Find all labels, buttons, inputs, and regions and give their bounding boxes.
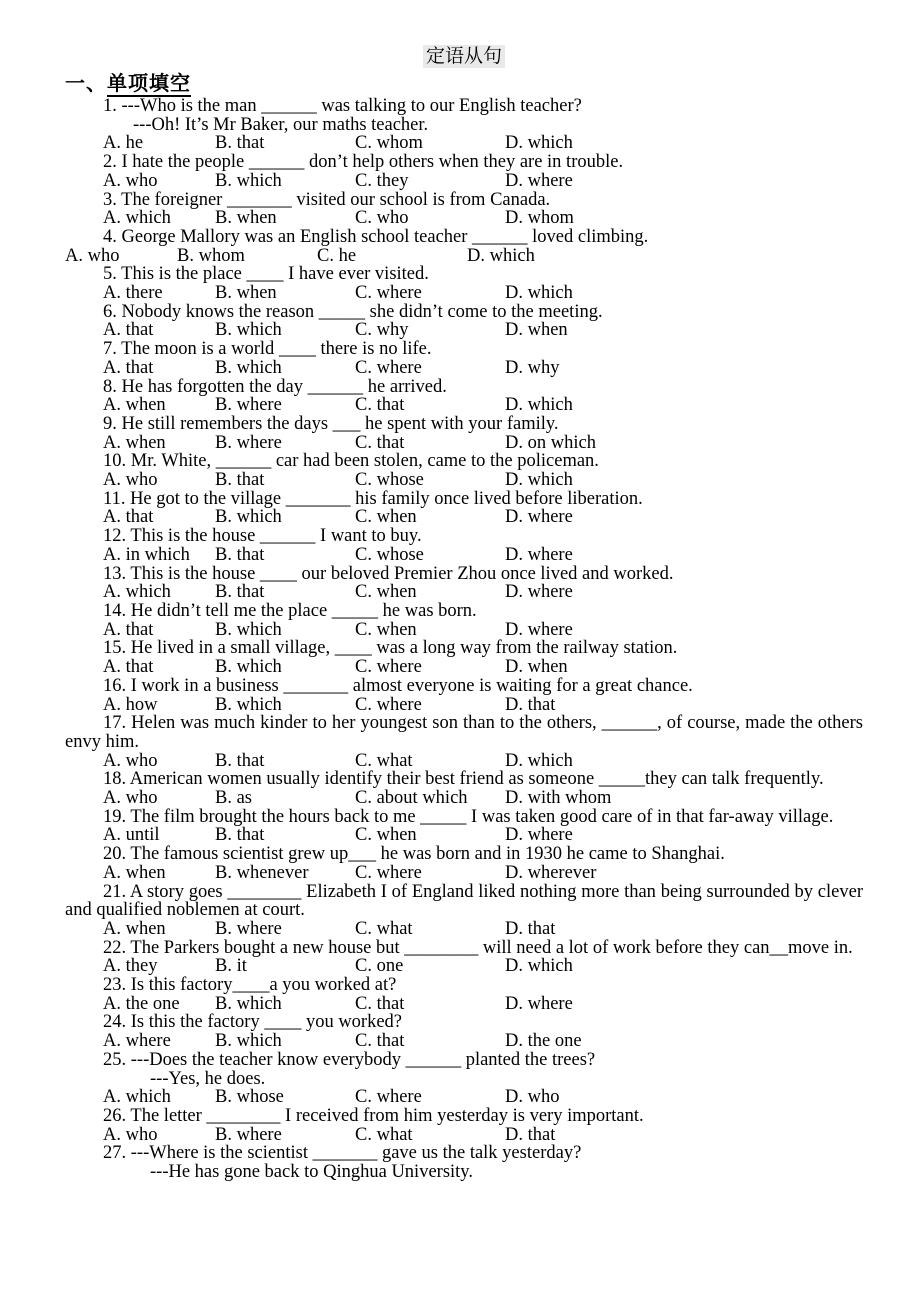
option-d: D. which xyxy=(505,133,573,154)
option-c: C. that xyxy=(355,993,405,1014)
option-d: D. when xyxy=(505,657,568,678)
option-b: B. which xyxy=(215,1031,282,1052)
option-b: B. that xyxy=(215,750,265,771)
options-row xyxy=(65,789,863,808)
questions xyxy=(65,97,863,1182)
option-c: C. whom xyxy=(355,133,423,154)
document-title xyxy=(65,44,863,70)
option-c: C. whose xyxy=(355,544,424,565)
question-stem: 14. He didn’t tell me the place _____ he was born. xyxy=(103,600,477,621)
option-b: B. which xyxy=(215,357,282,378)
options-row xyxy=(65,546,863,565)
option-d: D. which xyxy=(505,395,573,416)
option-c: C. why xyxy=(355,320,409,341)
option-d: D. where xyxy=(505,170,573,191)
option-d: D. which xyxy=(505,283,573,304)
option-a: A. there xyxy=(103,283,163,304)
option-d: D. where xyxy=(505,582,573,603)
option-a: A. who xyxy=(103,470,158,491)
options-row xyxy=(65,471,863,490)
question-dialog-line: ---Oh! It’s Mr Baker, our maths teacher. xyxy=(133,114,429,135)
option-b: B. that xyxy=(215,582,265,603)
option-b: B. that xyxy=(215,544,265,565)
option-a: A. that xyxy=(103,619,154,640)
options-row xyxy=(65,583,863,602)
option-c: C. what xyxy=(355,750,413,771)
option-b: B. whenever xyxy=(215,862,309,883)
option-c: C. he xyxy=(317,245,357,266)
option-c: C. where xyxy=(355,283,422,304)
option-c: C. when xyxy=(355,582,417,603)
option-a: A. until xyxy=(103,825,160,846)
question-stem: 13. This is the house ____ our beloved Premier Zhou once lived and worked. xyxy=(103,563,674,584)
option-a: A. who xyxy=(103,170,158,191)
option-c: C. whose xyxy=(355,470,424,491)
option-b: B. it xyxy=(215,956,247,977)
option-c: C. that xyxy=(355,1031,405,1052)
options-row xyxy=(65,696,863,715)
question-stem: 17. Helen was much kinder to her youngest son than to the others, ______, of course, made the others envy him. xyxy=(65,713,863,752)
question-stem: 11. He got to the village _______ his family once lived before liberation. xyxy=(103,488,643,509)
option-d: D. which xyxy=(505,750,573,771)
option-c: C. where xyxy=(355,657,422,678)
option-c: C. that xyxy=(355,432,405,453)
option-a: A. that xyxy=(103,507,154,528)
options-row xyxy=(65,1032,863,1051)
option-d: D. that xyxy=(505,1124,556,1145)
option-a: A. that xyxy=(103,357,154,378)
option-c: C. who xyxy=(355,208,409,229)
option-b: B. that xyxy=(215,470,265,491)
option-b: B. which xyxy=(215,619,282,640)
question-stem: 12. This is the house ______ I want to buy. xyxy=(103,526,422,547)
option-d: D. when xyxy=(505,320,568,341)
options-row xyxy=(65,826,863,845)
option-a: A. when xyxy=(103,432,166,453)
option-d: D. where xyxy=(505,619,573,640)
question-stem: 10. Mr. White, ______ car had been stolen, came to the policeman. xyxy=(103,451,599,472)
option-c: C. where xyxy=(355,357,422,378)
option-a: A. he xyxy=(103,133,144,154)
options-row xyxy=(65,284,863,303)
document-title-text: 定语从句 xyxy=(423,45,505,68)
option-c: C. when xyxy=(355,507,417,528)
question-stem: 18. American women usually identify their best friend as someone _____they can talk frequently. xyxy=(103,769,824,790)
option-c: C. when xyxy=(355,825,417,846)
option-a: A. they xyxy=(103,956,158,977)
option-b: B. where xyxy=(215,918,282,939)
question-dialog-line: ---Yes, he does. xyxy=(150,1068,266,1089)
option-b: B. that xyxy=(215,133,265,154)
option-d: D. where xyxy=(505,993,573,1014)
options-row xyxy=(65,957,863,976)
question-stem: 19. The film brought the hours back to me _____ I was taken good care of in that far-away village. xyxy=(103,806,834,827)
option-a: A. who xyxy=(65,245,120,266)
question-stem: 22. The Parkers bought a new house but ________ will need a lot of work before they can__move in. xyxy=(103,937,853,958)
option-a: A. which xyxy=(103,1087,171,1108)
options-row xyxy=(65,508,863,527)
section-heading xyxy=(65,71,863,97)
option-c: C. where xyxy=(355,1087,422,1108)
options-row xyxy=(65,864,863,883)
option-c: C. that xyxy=(355,395,405,416)
options-row xyxy=(65,752,863,771)
option-a: A. when xyxy=(103,862,166,883)
option-a: A. which xyxy=(103,208,171,229)
question-stem: 4. George Mallory was an English school teacher ______ loved climbing. xyxy=(103,226,649,247)
option-d: D. which xyxy=(505,470,573,491)
option-b: B. whom xyxy=(177,245,245,266)
options-row xyxy=(65,920,863,939)
option-c: C. about which xyxy=(355,788,468,809)
option-c: C. they xyxy=(355,170,409,191)
option-a: A. who xyxy=(103,750,158,771)
option-a: A. where xyxy=(103,1031,171,1052)
option-c: C. what xyxy=(355,918,413,939)
option-a: A. which xyxy=(103,582,171,603)
option-a: A. that xyxy=(103,320,154,341)
option-d: D. with whom xyxy=(505,788,612,809)
options-row xyxy=(65,1088,863,1107)
option-d: D. where xyxy=(505,544,573,565)
question-stem: 1. ---Who is the man ______ was talking to our English teacher? xyxy=(103,96,582,116)
options-row xyxy=(65,1126,863,1145)
options-row xyxy=(65,621,863,640)
option-d: D. where xyxy=(505,825,573,846)
option-b: B. which xyxy=(215,694,282,715)
options-row xyxy=(65,172,863,191)
option-d: D. which xyxy=(467,245,535,266)
question-stem: 7. The moon is a world ____ there is no life. xyxy=(103,339,432,360)
option-b: B. which xyxy=(215,507,282,528)
question-stem: 20. The famous scientist grew up___ he was born and in 1930 he came to Shanghai. xyxy=(103,844,725,865)
question-stem: 9. He still remembers the days ___ he spent with your family. xyxy=(103,413,559,434)
question-stem: 16. I work in a business _______ almost everyone is waiting for a great chance. xyxy=(103,675,693,696)
option-d: D. that xyxy=(505,694,556,715)
question-stem: 21. A story goes ________ Elizabeth I of England liked nothing more than being surrounded by clever and qualified noblemen at court. xyxy=(65,881,863,921)
option-d: D. that xyxy=(505,918,556,939)
section-heading-label: 单项填空 xyxy=(107,73,191,95)
option-c: C. when xyxy=(355,619,417,640)
option-b: B. that xyxy=(215,825,265,846)
option-b: B. whose xyxy=(215,1087,284,1108)
options-row xyxy=(65,359,863,378)
question-dialog-line: ---He has gone back to Qinghua University. xyxy=(150,1162,473,1183)
option-b: B. which xyxy=(215,993,282,1014)
option-a: A. who xyxy=(103,788,158,809)
option-a: A. when xyxy=(103,918,166,939)
option-c: C. where xyxy=(355,862,422,883)
question-stem: 5. This is the place ____ I have ever visited. xyxy=(103,264,429,285)
option-b: B. which xyxy=(215,320,282,341)
options-row xyxy=(65,396,863,415)
option-d: D. whom xyxy=(505,208,574,229)
option-d: D. why xyxy=(505,357,560,378)
option-d: D. who xyxy=(505,1087,560,1108)
option-d: D. which xyxy=(505,956,573,977)
options-row xyxy=(65,434,863,453)
option-d: D. on which xyxy=(505,432,596,453)
question-stem: 3. The foreigner _______ visited our school is from Canada. xyxy=(103,189,551,210)
option-d: D. where xyxy=(505,507,573,528)
question-stem: 24. Is this the factory ____ you worked? xyxy=(103,1012,403,1033)
options-row xyxy=(65,658,863,677)
option-a: A. in which xyxy=(103,544,190,565)
option-b: B. when xyxy=(215,283,277,304)
option-b: B. as xyxy=(215,788,252,809)
option-a: A. that xyxy=(103,657,154,678)
option-a: A. when xyxy=(103,395,166,416)
question-stem: 15. He lived in a small village, ____ was a long way from the railway station. xyxy=(103,638,678,659)
option-a: A. the one xyxy=(103,993,180,1014)
option-b: B. which xyxy=(215,170,282,191)
options-row xyxy=(65,134,863,153)
option-b: B. where xyxy=(215,432,282,453)
option-d: D. the one xyxy=(505,1031,582,1052)
option-b: B. which xyxy=(215,657,282,678)
option-d: D. wherever xyxy=(505,862,597,883)
options-row xyxy=(65,209,863,228)
option-c: C. one xyxy=(355,956,404,977)
question-stem: 6. Nobody knows the reason _____ she didn’t come to the meeting. xyxy=(103,301,603,322)
question-stem: 2. I hate the people ______ don’t help others when they are in trouble. xyxy=(103,152,624,173)
question-stem: 26. The letter ________ I received from him yesterday is very important. xyxy=(103,1105,644,1126)
option-a: A. how xyxy=(103,694,158,715)
option-b: B. where xyxy=(215,395,282,416)
options-row xyxy=(65,247,863,266)
question-stem: 8. He has forgotten the day ______ he arrived. xyxy=(103,376,447,397)
section-heading-prefix: 一、 xyxy=(65,73,107,95)
option-c: C. where xyxy=(355,694,422,715)
question-stem: 25. ---Does the teacher know everybody ______ planted the trees? xyxy=(103,1049,596,1070)
question-stem: 27. ---Where is the scientist _______ gave us the talk yesterday? xyxy=(103,1143,582,1164)
option-b: B. when xyxy=(215,208,277,229)
option-a: A. who xyxy=(103,1124,158,1145)
options-row xyxy=(65,995,863,1014)
options-row xyxy=(65,321,863,340)
option-c: C. what xyxy=(355,1124,413,1145)
option-b: B. where xyxy=(215,1124,282,1145)
question-stem: 23. Is this factory____a you worked at? xyxy=(103,975,397,996)
